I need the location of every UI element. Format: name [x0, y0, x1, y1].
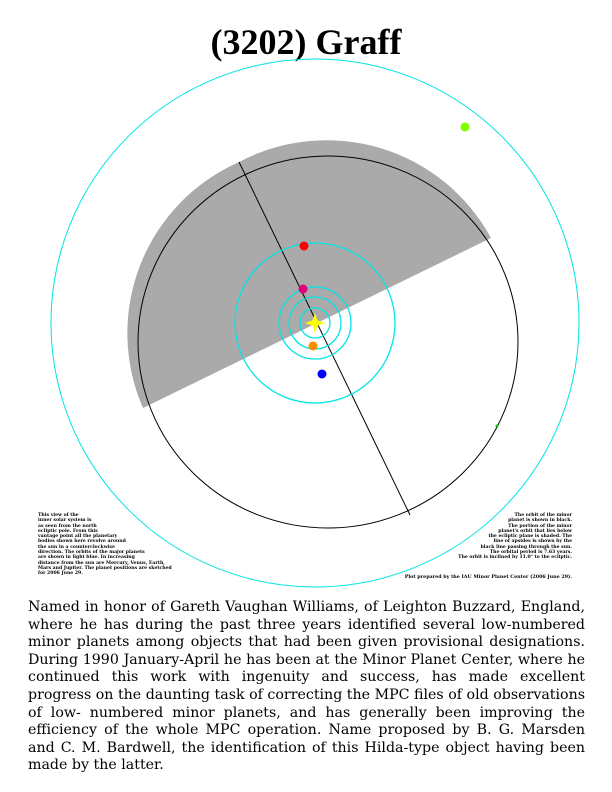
mars-marker [300, 242, 309, 251]
earth-marker [299, 285, 308, 294]
outer-planet-marker [496, 425, 499, 428]
shaded-orbit-region [127, 140, 491, 408]
page-title: (3202) Graff [210, 22, 402, 62]
minor-planet-orbit-note: The orbit of the minor planet is shown in black. The portion of the minor planet's orbit that lies below the ecliptic plane is shaded. The line of apsides is shown by the black line passing through the sun. The orbital period is 7.63 years. The orbit is inclined by 11.0° to the ecliptic. [458, 513, 572, 561]
mercury-marker [318, 370, 327, 379]
plot-credit: Plot prepared by the IAU Minor Planet Center (2006 June 29). [404, 574, 572, 580]
venus-marker [309, 342, 318, 351]
citation-text: Named in honor of Gareth Vaughan Williams, of Leighton Buzzard, England, where he has during the past three years identified several low-numbered minor planets among objects that had been given provisional designations. During 1990 January-April he has been at the Minor Planet Center, where he continued this work with ingenuity and success, has made excellent progress on the daunting task of correcting the MPC files of old observations of low- numbered minor planets, and has generally been improving the efficiency of the whole MPC operation. Name proposed by B. G. Marsden and C. M. Bardwell, the identification of this Hilda-type object having been made by the latter. [28, 599, 585, 774]
sun-core [311, 319, 319, 327]
inner-solar-system-note: This view of the inner solar system is as seen from the north ecliptic pole. From this vantage point all the planetary bodies shown here revolve around the sun in a counterclockwise direction. The orbits of the major planets are shown in light blue. In increasing distance from the sun are Mercury, Venus, Earth, Mars and Jupiter. The planet positions are sketched for 2006 June 29. [38, 513, 172, 577]
jupiter-marker [461, 123, 470, 132]
